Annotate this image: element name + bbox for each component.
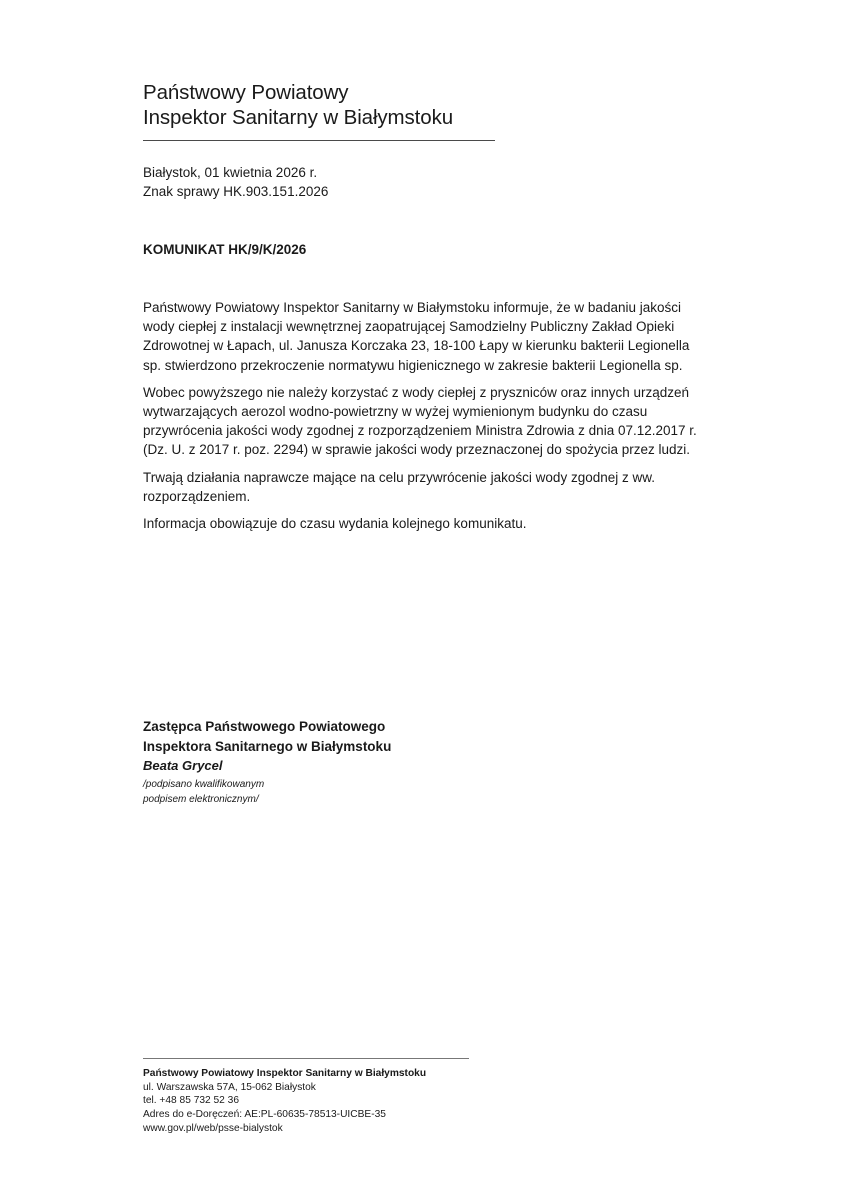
place-date: Białystok, 01 kwietnia 2026 r. bbox=[143, 165, 318, 180]
footer-org: Państwowy Powiatowy Inspektor Sanitarny w Białymstoku bbox=[143, 1068, 427, 1079]
footer-divider bbox=[143, 1058, 469, 1059]
signatory-name: Beata Grycel bbox=[143, 758, 223, 773]
signatory-title-line1: Zastępca Państwowego Powiatowego bbox=[143, 719, 386, 734]
document-meta bbox=[143, 163, 328, 201]
letterhead bbox=[143, 80, 495, 141]
footer-edelivery: Adres do e-Doręczeń: AE:PL-60635-78513-UICBE-35 bbox=[143, 1109, 386, 1121]
body-paragraph: Trwają działania naprawcze mające na celu przywrócenie jakości wody zgodnej z ww. rozporządzeniem. bbox=[143, 469, 655, 504]
signature-note-line1: /podpisano kwalifikowanym bbox=[143, 779, 265, 790]
signature-note bbox=[143, 777, 391, 807]
letterhead-title-line2: Inspektor Sanitarny w Białymstoku bbox=[143, 106, 454, 129]
signature-block bbox=[143, 717, 391, 807]
body-paragraph: Informacja obowiązuje do czasu wydania kolejnego komunikatu. bbox=[143, 516, 527, 532]
letterhead-title-line1: Państwowy Powiatowy bbox=[143, 81, 349, 104]
announcement-title: KOMUNIKAT HK/9/K/2026 bbox=[143, 242, 307, 257]
footer-address: ul. Warszawska 57A, 15-062 Białystok bbox=[143, 1081, 316, 1093]
footer-phone: tel. +48 85 732 52 36 bbox=[143, 1095, 240, 1107]
signatory-title-line2: Inspektora Sanitarnego w Białymstoku bbox=[143, 739, 392, 754]
letterhead-divider bbox=[143, 140, 495, 141]
body-paragraph: Państwowy Powiatowy Inspektor Sanitarny w Białymstoku informuje, że w badaniu jakości wody ciepłej z instalacji wewnętrznej zaopatrującej Samodzielny Publiczny Zakład Opieki Zdrowotnej w Łapach, ul. Janusza Korczaka 23, 18-100 Łapy w kierunku bakterii Legionella sp. stwierdzono przekroczenie normatywu higienicznego w zakresie bakterii Legionella sp. bbox=[143, 300, 690, 373]
footer bbox=[143, 1058, 469, 1136]
footer-website[interactable]: www.gov.pl/web/psse-bialystok bbox=[143, 1122, 283, 1134]
announcement-body bbox=[143, 298, 703, 541]
signature-note-line2: podpisem elektronicznym/ bbox=[143, 794, 259, 805]
body-paragraph: Wobec powyższego nie należy korzystać z wody ciepłej z pryszniców oraz innych urządzeń wytwarzających aerozol wodno-powietrzny w wyżej wymienionym budynku do czasu przywrócenia jakości wody zgodnej z rozporządzeniem Ministra Zdrowia z dnia 07.12.2017 r. (Dz. U. z 2017 r. poz. 2294) w sprawie jakości wody przeznaczonej do spożycia przez ludzi. bbox=[143, 384, 697, 458]
case-number: Znak sprawy HK.903.151.2026 bbox=[143, 184, 329, 199]
